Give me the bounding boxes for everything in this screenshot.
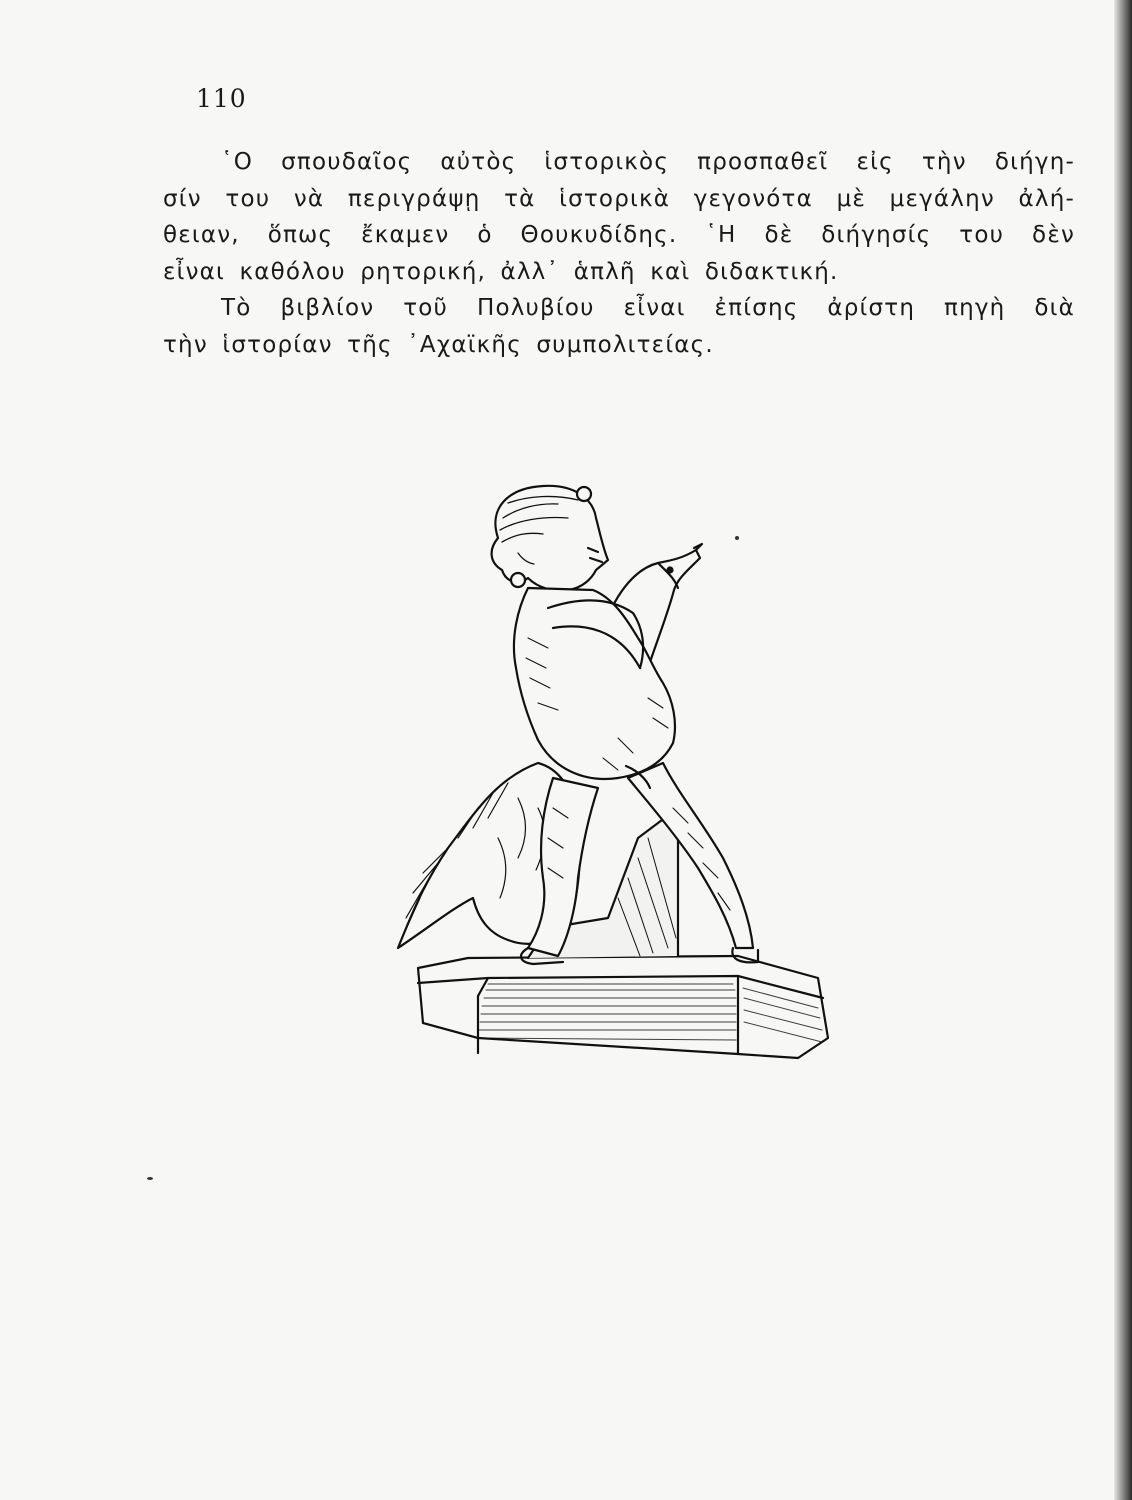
statue-boy-with-goose-engraving-icon xyxy=(378,478,838,1068)
text-line-5: Τὸ βιβλίον τοῦ Πολυβίου εἶναι ἐπίσης ἀρίστη πηγὴ διὰ xyxy=(221,295,1075,321)
text-line-2: σίν του νὰ περιγράψῃ τὰ ἱστορικὰ γεγονότα μὲ μεγάλην ἀλή- xyxy=(163,185,1075,212)
body-text xyxy=(163,144,1075,363)
text-line-6: τὴν ἱστορίαν τῆς ᾽Αχαϊκῆς συμπολιτείας. xyxy=(163,331,714,358)
page-number: 110 xyxy=(196,84,247,113)
print-speck xyxy=(735,536,739,540)
text-line-4: εἶναι καθόλου ρητορική, ἀλλ᾽ ἁπλῆ καὶ διδακτική. xyxy=(163,258,839,285)
text-line-3: θειαν, ὅπως ἔκαμεν ὁ Θουκυδίδης. ῾Η δὲ διήγησίς του δὲν xyxy=(163,222,1075,248)
text-line-1: ῾Ο σπουδαῖος αὐτὸς ἱστορικὸς προσπαθεῖ εἰς τὴν διήγη- xyxy=(221,149,1075,175)
print-speck xyxy=(147,1177,153,1180)
pedestal xyxy=(418,956,828,1058)
